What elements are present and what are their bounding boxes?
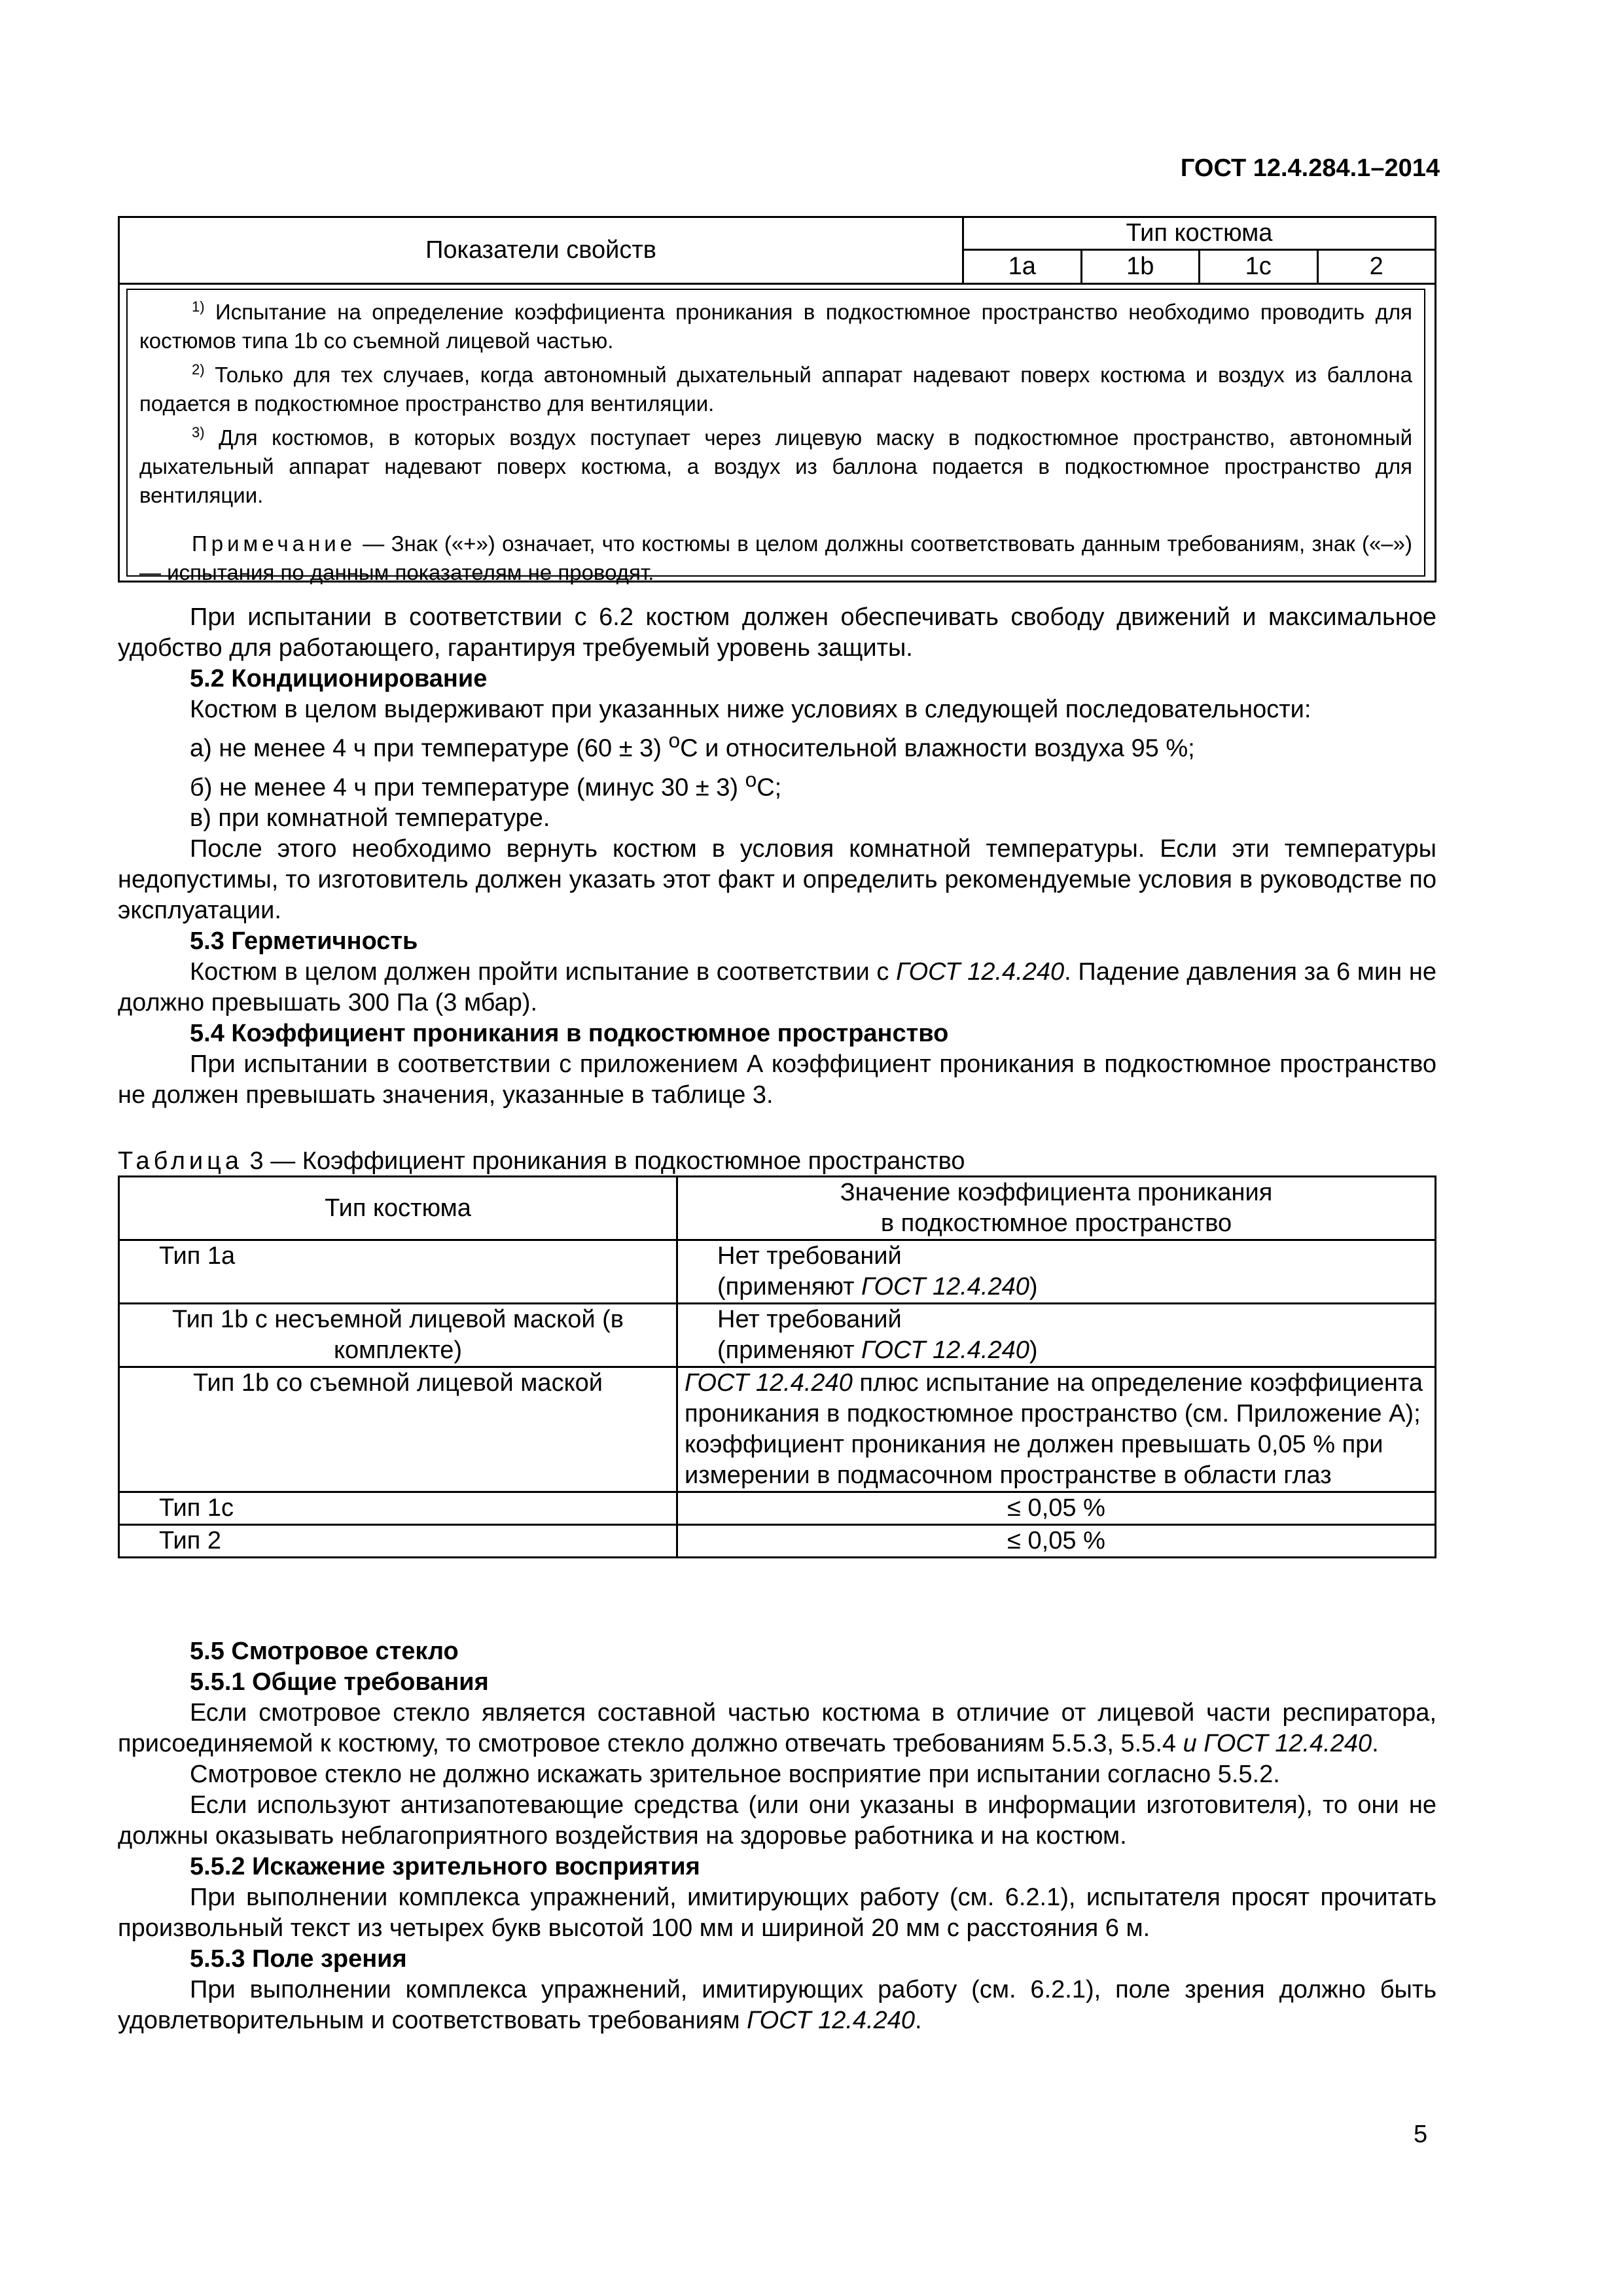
cell-type: Тип 1b с несъемной лицевой маской (в комплекте) xyxy=(119,1304,677,1367)
cell-value: ≤ 0,05 % xyxy=(677,1525,1436,1558)
paragraph-5-2-a: а) не менее 4 ч при температуре (60 ± 3) $^o$С и относительной влажности воздуха 95 %; xyxy=(190,728,1195,762)
table-2-continuation xyxy=(118,216,1436,583)
suit-type-columns xyxy=(964,251,1435,283)
cell-value: Нет требований (применяют ГОСТ 12.4.240) xyxy=(677,1304,1436,1367)
cell-value: ≤ 0,05 % xyxy=(677,1492,1436,1525)
paragraph-5-5-1-b: Смотровое стекло не должно искажать зрительное восприятие при испытании согласно 5.5.2. xyxy=(190,1761,1280,1788)
table-row xyxy=(119,1525,1436,1558)
paragraph-5-5-1-c: Если используют антизапотевающие средства (или они указаны в информации изготовителя), то они не должны оказывать неблагоприятного воздействия на здоровье работника и на костюм. xyxy=(118,1791,1436,1850)
document-id: ГОСТ 12.4.284.1–2014 xyxy=(1180,154,1440,182)
column-type-1b: 1b xyxy=(1082,251,1201,283)
cell-type: Тип 1b со съемной лицевой маской xyxy=(119,1367,677,1492)
table-row xyxy=(119,1304,1436,1367)
heading-5-5-2: 5.5.2 Искажение зрительного восприятия xyxy=(190,1853,700,1880)
heading-5-4: 5.4 Коэффициент проникания в подкостюмное пространство xyxy=(190,1020,949,1048)
footnote-2: $^{2)}$ Только для тех случаев, когда автономный дыхательный аппарат надевают поверх костюма и воздух из баллона подается в подкостюмное пространство для вентиляции. xyxy=(139,361,1412,416)
column-suit-type: Тип костюма xyxy=(964,218,1435,251)
heading-5-2: 5.2 Кондиционирование xyxy=(190,665,488,692)
table-3-col-value: Значение коэффициента проникания в подкостюмное пространство xyxy=(677,1177,1436,1240)
column-type-2: 2 xyxy=(1369,253,1383,280)
table-row xyxy=(119,1177,1436,1240)
paragraph-5-5-1-a: Если смотровое стекло является составной частью костюма в отличие от лицевой части респиратора, присоединяемой к костюму, то смотровое стекло должно отвечать требованиям 5.5.3, 5.5.4 и ГОСТ 12.4.240. xyxy=(118,1699,1436,1757)
column-properties: Показатели свойств xyxy=(120,218,964,283)
cell-type: Тип 1с xyxy=(119,1492,677,1525)
table-row xyxy=(119,1367,1436,1492)
heading-5-3: 5.3 Герметичность xyxy=(190,927,418,956)
table-row xyxy=(119,1240,1436,1304)
section-5-5-text xyxy=(118,1636,1436,2036)
column-type-1a: 1а xyxy=(964,251,1082,283)
table-3-caption: Таблица 3 — Коэффициент проникания в подкостюмное пространство xyxy=(118,1147,965,1175)
column-type-1c: 1с xyxy=(1200,251,1319,283)
paragraph-5-4: При испытании в соответствии с приложением А коэффициент проникания в подкостюмное пространство не должен превышать значения, указанные в таблице 3. xyxy=(118,1050,1436,1109)
paragraph-5-2-b: б) не менее 4 ч при температуре (минус 30 ± 3) $^o$С; xyxy=(190,767,782,802)
cell-value: Нет требований (применяют ГОСТ 12.4.240) xyxy=(677,1240,1436,1304)
paragraph-comfort: При испытании в соответствии с 6.2 костюм должен обеспечивать свободу движений и максимальное удобство для работающего, гарантируя требуемый уровень защиты. xyxy=(118,603,1436,662)
section-5-text xyxy=(118,602,1436,1111)
paragraph-5-5-2: При выполнении комплекса упражнений, имитирующих работу (см. 6.2.1), испытателя просят прочитать произвольный текст из четырех букв высотой 100 мм и шириной 20 мм с расстояния 6 м. xyxy=(118,1884,1436,1942)
table-3-col-type: Тип костюма xyxy=(119,1177,677,1240)
page-number: 5 xyxy=(1414,2121,1428,2148)
heading-5-5-3: 5.5.3 Поле зрения xyxy=(190,1945,407,1973)
cell-type: Тип 2 xyxy=(119,1525,677,1558)
table-row xyxy=(119,1492,1436,1525)
paragraph-5-2-intro: Костюм в целом выдерживают при указанных ниже условиях в следующей последовательности: xyxy=(190,696,1311,723)
footnote-3: $^{3)}$ Для костюмов, в которых воздух поступает через лицевую маску в подкостюмное пространство, автономный дыхательный аппарат надевают поверх костюма, а воздух из баллона подается в подкостюмное пространство для вентиляции. xyxy=(139,424,1412,507)
paragraph-5-5-3: При выполнении комплекса упражнений, имитирующих работу (см. 6.2.1), поле зрения должно быть удовлетворительным и соответствовать требованиям ГОСТ 12.4.240. xyxy=(118,1976,1436,2034)
cell-value: ГОСТ 12.4.240 плюс испытание на определение коэффициента проникания в подкостюмное пространство (см. Приложение А); коэффициент проникания не должен превышать 0,05 % при измерении в подмасочном пространстве в области глаз xyxy=(677,1367,1436,1492)
footnote-1: $^{1)}$ Испытание на определение коэффициента проникания в подкостюмное пространство необходимо проводить для костюмов типа 1b со съемной лицевой частью. xyxy=(139,298,1412,353)
table-3 xyxy=(118,1175,1436,1558)
paragraph-5-2-after: После этого необходимо вернуть костюм в условия комнатной температуры. Если эти температуры недопустимы, то изготовитель должен указать этот факт и определить рекомендуемые условия в руководстве по эксплуатации. xyxy=(118,835,1436,925)
table-2-footnotes xyxy=(126,289,1425,584)
heading-5-5-1: 5.5.1 Общие требования xyxy=(190,1668,489,1696)
cell-type: Тип 1а xyxy=(119,1240,677,1304)
table-2-header xyxy=(120,218,1435,285)
paragraph-5-3: Костюм в целом должен пройти испытание в соответствии с ГОСТ 12.4.240. Падение давления за 6 мин не должно превышать 300 Па (3 мбар). xyxy=(118,958,1436,1017)
table-2-remark: Примечание — Знак («+») означает, что костюмы в целом должны соответствовать данным требованиям, знак («–») — испытания по данным показателям не проводят. xyxy=(139,531,1412,584)
heading-5-5: 5.5 Смотровое стекло xyxy=(190,1638,459,1665)
paragraph-5-2-c: в) при комнатной температуре. xyxy=(190,804,550,833)
